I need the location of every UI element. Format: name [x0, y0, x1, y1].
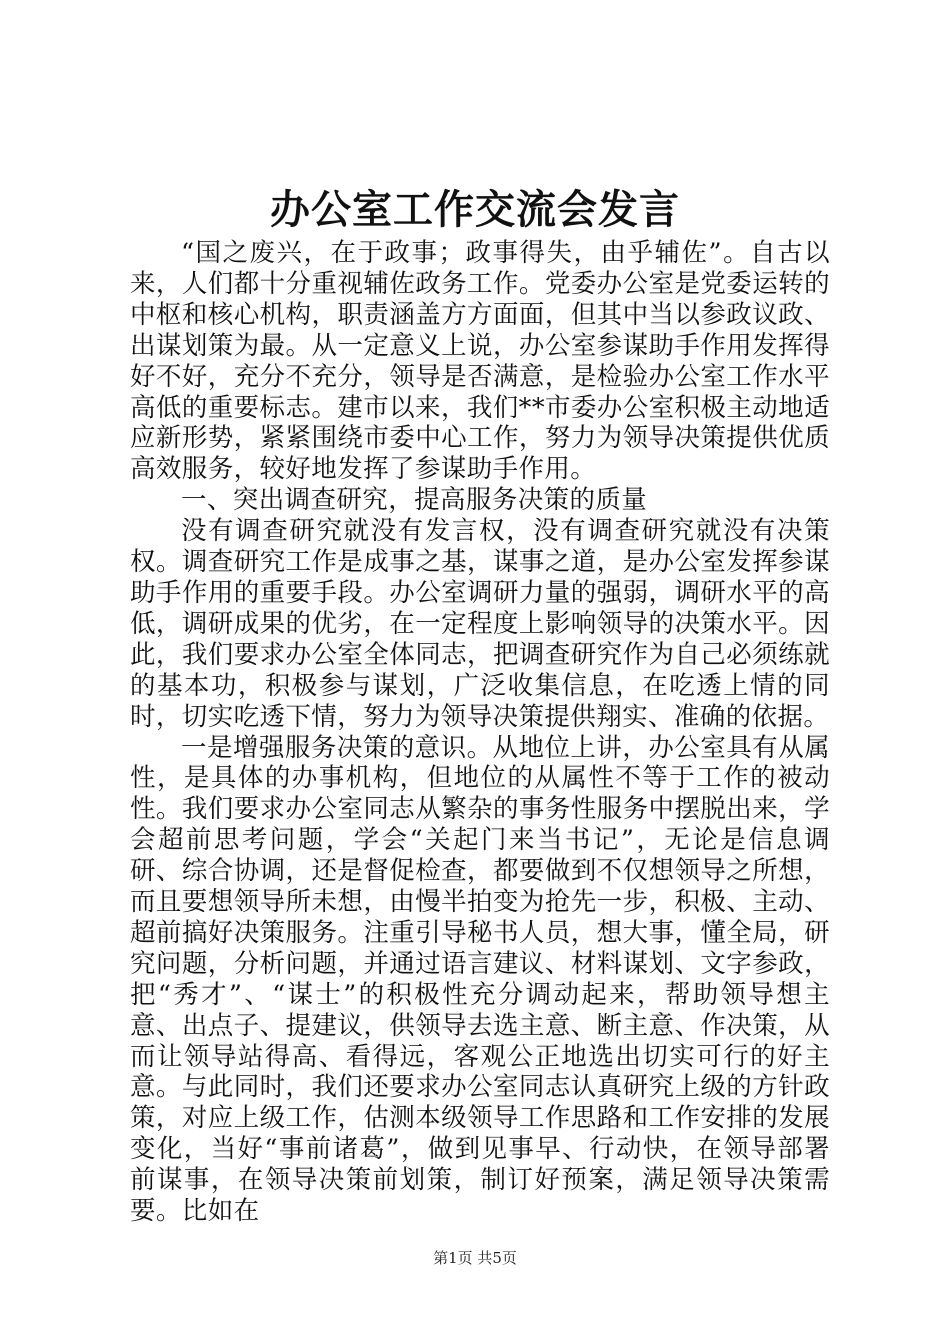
document-body: [130, 238, 830, 1227]
intro-paragraph: “国之废兴，在于政事；政事得失，由乎辅佐”。自古以来，人们都十分重视辅佐政务工作。党委办公室是党委运转的中枢和核心机构，职责涵盖方方面面，但其中当以参政议政、出谋划策为最。从一定意义上说，办公室参谋助手作用发挥得好不好，充分不充分，领导是否满意，是检验办公室工作水平高低的重要标志。建市以来，我们**市委办公室积极主动地适应新形势，紧紧围绕市委中心工作，努力为领导决策提供优质高效服务，较好地发挥了参谋助手作用。: [130, 238, 830, 485]
body-paragraph: 一是增强服务决策的意识。从地位上讲，办公室具有从属性，是具体的办事机构，但地位的从属性不等于工作的被动性。我们要求办公室同志从繁杂的事务性服务中摆脱出来，学会超前思考问题，学会“关起门来当书记”，无论是信息调研、综合协调，还是督促检查，都要做到不仅想领导之所想，而且要想领导所未想，由慢半拍变为抢先一步，积极、主动、超前搞好决策服务。注重引导秘书人员，想大事，懂全局，研究问题，分析问题，并通过语言建议、材料谋划、文字参政，把“秀才”、“谋士”的积极性充分调动起来，帮助领导想主意、出点子、提建议，供领导去选主意、断主意、作决策，从而让领导站得高、看得远，客观公正地选出切实可行的好主意。与此同时，我们还要求办公室同志认真研究上级的方针政策，对应上级工作，估测本级领导工作思路和工作安排的发展变化，当好“事前诸葛”，做到见事早、行动快，在领导部署前谋事，在领导决策前划策，制订好预案，满足领导决策需要。比如在: [130, 732, 830, 1227]
document-title: 办公室工作交流会发言: [270, 186, 680, 233]
section-heading: 一、突出调查研究，提高服务决策的质量: [181, 485, 648, 516]
page-number-footer: 第1页 共5页: [433, 1249, 517, 1267]
body-paragraph: 没有调查研究就没有发言权，没有调查研究就没有决策权。调查研究工作是成事之基，谋事之道，是办公室发挥参谋助手作用的重要手段。办公室调研力量的强弱，调研水平的高低，调研成果的优劣，在一定程度上影响领导的决策水平。因此，我们要求办公室全体同志，把调查研究作为自己必须练就的基本功，积极参与谋划，广泛收集信息，在吃透上情的同时，切实吃透下情，努力为领导决策提供翔实、准确的依据。: [130, 516, 830, 732]
